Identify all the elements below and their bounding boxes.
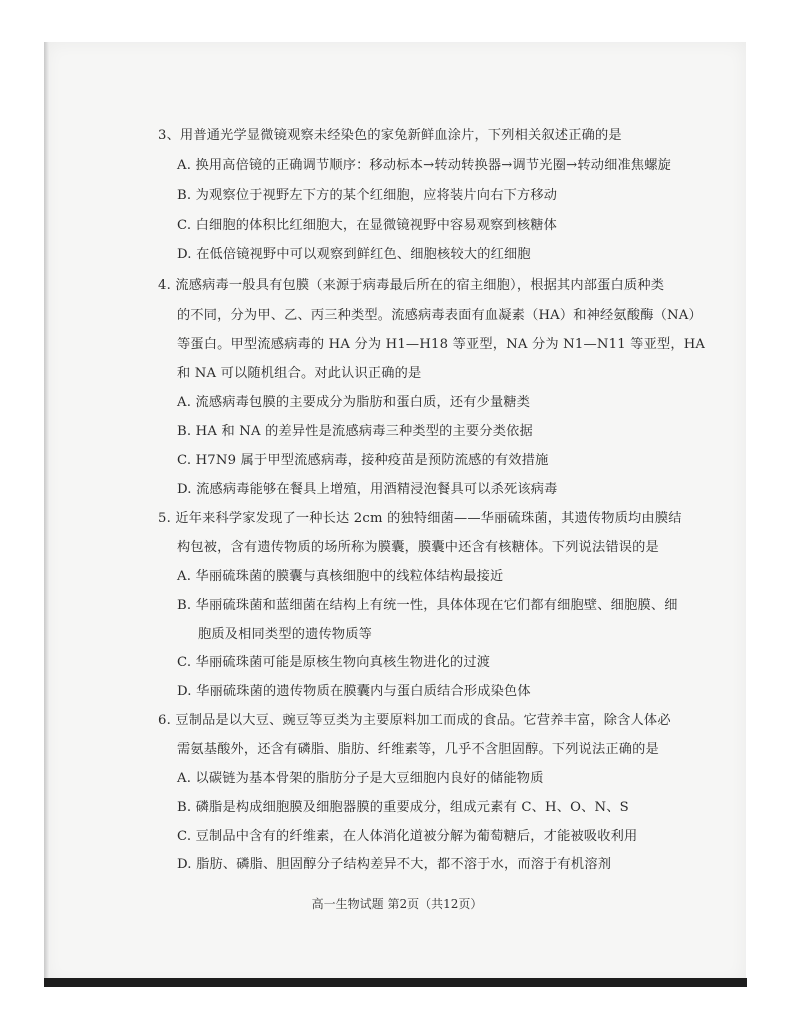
question-6-option-c: C. 豆制品中含有的纤维素，在人体消化道被分解为葡萄糖后，才能被吸收利用 <box>177 829 638 844</box>
question-4-option-c: C. H7N9 属于甲型流感病毒，接种疫苗是预防流感的有效措施 <box>177 453 549 468</box>
question-3-option-a: A. 换用高倍镜的正确调节顺序：移动标本→转动转换器→调节光圈→转动细准焦螺旋 <box>177 158 672 173</box>
question-4-stem-line-3: 等蛋白。甲型流感病毒的 HA 分为 H1—H18 等亚型，NA 分为 N1—N11 等亚型，HA <box>177 337 706 352</box>
question-4-stem-line-1: 4. 流感病毒一般具有包膜（来源于病毒最后所在的宿主细胞），根据其内部蛋白质种类 <box>158 278 665 293</box>
question-3-option-d: D. 在低倍镜视野中可以观察到鲜红色、细胞核较大的红细胞 <box>177 247 531 262</box>
page-footer: 高一生物试题 第2页（共12页） <box>311 897 483 911</box>
question-4-option-d: D. 流感病毒能够在餐具上增殖，用酒精浸泡餐具可以杀死该病毒 <box>177 482 558 497</box>
question-6-stem-line-1: 6. 豆制品是以大豆、豌豆等豆类为主要原料加工而成的食品。它营养丰富，除含人体必 <box>158 713 671 728</box>
question-5-option-b-line-1: B. 华丽硫珠菌和蓝细菌在结构上有统一性，具体体现在它们都有细胞壁、细胞膜、细 <box>177 598 678 613</box>
question-6-option-d: D. 脂肪、磷脂、胆固醇分子结构差异不大，都不溶于水，而溶于有机溶剂 <box>177 857 612 872</box>
question-4-option-b: B. HA 和 NA 的差异性是流感病毒三种类型的主要分类依据 <box>177 424 533 439</box>
question-4-stem-line-2: 的不同，分为甲、乙、丙三种类型。流感病毒表面有血凝素（HA）和神经氨酸酶（NA） <box>177 308 702 323</box>
scan-bottom-border <box>44 978 747 987</box>
question-4-option-a: A. 流感病毒包膜的主要成分为脂肪和蛋白质，还有少量糖类 <box>177 395 531 410</box>
question-5-option-a: A. 华丽硫珠菌的膜囊与真核细胞中的线粒体结构最接近 <box>177 569 504 584</box>
page-left-edge <box>44 42 49 984</box>
question-5-stem-line-1: 5. 近年来科学家发现了一种长达 2cm 的独特细菌——华丽硫珠菌，其遗传物质均由膜结 <box>158 511 682 526</box>
question-6-option-b: B. 磷脂是构成细胞膜及细胞器膜的重要成分，组成元素有 C、H、O、N、S <box>177 800 629 815</box>
question-3-option-c: C. 白细胞的体积比红细胞大，在显微镜视野中容易观察到核糖体 <box>177 218 558 233</box>
question-6-option-a: A. 以碳链为基本骨架的脂肪分子是大豆细胞内良好的储能物质 <box>177 771 544 786</box>
question-3-stem-line-1: 3、用普通光学显微镜观察未经染色的家兔新鲜血涂片，下列相关叙述正确的是 <box>158 128 622 143</box>
question-5-option-b-line-2: 胞质及相同类型的遗传物质等 <box>198 627 373 642</box>
question-4-stem-line-4: 和 NA 可以随机组合。对此认识正确的是 <box>177 366 422 381</box>
question-5-option-c: C. 华丽硫珠菌可能是原核生物向真核生物进化的过渡 <box>177 655 491 670</box>
question-5-option-d: D. 华丽硫珠菌的遗传物质在膜囊内与蛋白质结合形成染色体 <box>177 684 531 699</box>
question-5-stem-line-2: 构包被，含有遗传物质的场所称为膜囊，膜囊中还含有核糖体。下列说法错误的是 <box>177 540 659 555</box>
question-6-stem-line-2: 需氨基酸外，还含有磷脂、脂肪、纤维素等，几乎不含胆固醇。下列说法正确的是 <box>177 742 659 757</box>
question-3-option-b: B. 为观察位于视野左下方的某个红细胞，应将装片向右下方移动 <box>177 188 558 203</box>
